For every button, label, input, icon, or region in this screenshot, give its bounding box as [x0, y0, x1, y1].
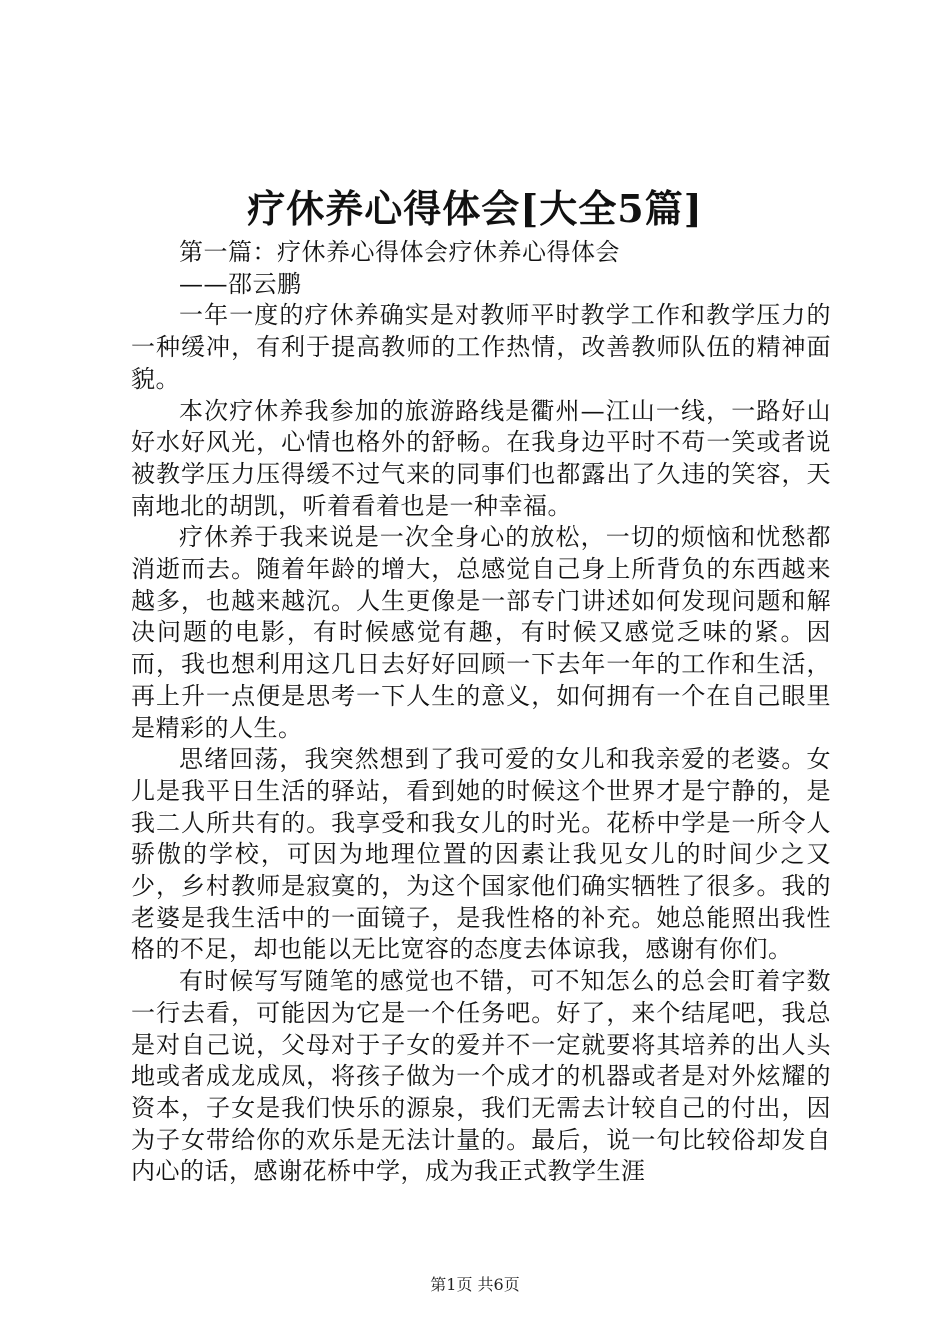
author-line: ——邵云鹏 — [179, 269, 302, 298]
document-title: 疗休养心得体会[大全5篇] — [247, 186, 703, 231]
document-body — [131, 237, 831, 1188]
paragraph: 一年一度的疗休养确实是对教师平时教学工作和教学压力的一种缓冲，有利于提高教师的工作热情，改善教师队伍的精神面貌。 — [131, 301, 831, 393]
paragraph: 思绪回荡，我突然想到了我可爱的女儿和我亲爱的老婆。女儿是我平日生活的驿站，看到她的时候这个世界才是宁静的，是我二人所共有的。我享受和我女儿的时光。花桥中学是一所令人骄傲的学校，可因为地理位置的因素让我见女儿的时间少之又少，乡村教师是寂寞的，为这个国家他们确实牺牲了很多。我的老婆是我生活中的一面镜子，是我性格的补充。她总能照出我性格的不足，却也能以无比宽容的态度去体谅我，感谢有你们。 — [131, 745, 831, 964]
page-footer: 第1页 共6页 — [430, 1275, 520, 1294]
paragraph: 本次疗休养我参加的旅游路线是衢州—江山一线，一路好山好水好风光，心情也格外的舒畅。在我身边平时不苟一笑或者说被教学压力压得缓不过气来的同事们也都露出了久违的笑容，天南地北的胡凯，听着看着也是一种幸福。 — [131, 396, 831, 520]
section-heading: 第一篇：疗休养心得体会疗休养心得体会 — [179, 238, 620, 266]
paragraph: 疗休养于我来说是一次全身心的放松，一切的烦恼和忧愁都消逝而去。随着年龄的增大，总感觉自己身上所背负的东西越来越多，也越来越沉。人生更像是一部专门讲述如何发现问题和解决问题的电影，有时候感觉有趣，有时候又感觉乏味的紧。因而，我也想利用这几日去好好回顾一下去年一年的工作和生活，再上升一点便是思考一下人生的意义，如何拥有一个在自己眼里是精彩的人生。 — [131, 523, 831, 742]
paragraph: 有时候写写随笔的感觉也不错，可不知怎么的总会盯着字数一行去看，可能因为它是一个任务吧。好了，来个结尾吧，我总是对自己说，父母对于子女的爱并不一定就要将其培养的出人头地或者成龙成凤，将孩子做为一个成才的机器或者是对外炫耀的资本，子女是我们快乐的源泉，我们无需去计较自己的付出，因为子女带给你的欢乐是无法计量的。最后，说一句比较俗却发自内心的话，感谢花桥中学，成为我正式教学生涯 — [131, 967, 831, 1186]
